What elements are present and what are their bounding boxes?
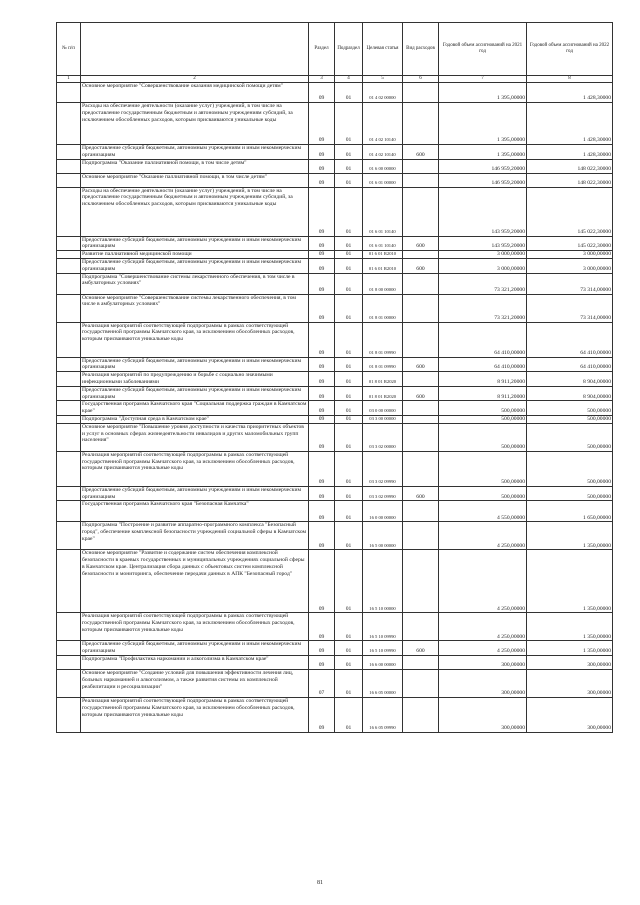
cell-subsection: 01 bbox=[335, 386, 363, 401]
cell-section: 09 bbox=[309, 401, 335, 416]
cell-num bbox=[57, 258, 81, 273]
table-row bbox=[57, 697, 613, 732]
cell-expense-type: 600 bbox=[403, 357, 439, 372]
table-row bbox=[57, 294, 613, 322]
cell-section: 09 bbox=[309, 697, 335, 732]
cell-vol-2022: 300,00000 bbox=[527, 655, 613, 669]
column-number-row bbox=[57, 76, 613, 83]
cell-num bbox=[57, 159, 81, 173]
cell-num bbox=[57, 357, 81, 372]
cell-expense-type bbox=[403, 273, 439, 294]
cell-vol-2021: 4 250,00000 bbox=[439, 522, 527, 550]
header-expense-type: Вид расходов bbox=[403, 23, 439, 76]
cell-subsection: 01 bbox=[335, 273, 363, 294]
column-number: 5 bbox=[363, 76, 403, 83]
cell-vol-2021: 143 959,20000 bbox=[439, 187, 527, 236]
cell-expense-type: 600 bbox=[403, 641, 439, 656]
cell-vol-2021: 73 321,20000 bbox=[439, 294, 527, 322]
cell-target: 16 6 00 00000 bbox=[363, 655, 403, 669]
cell-vol-2021: 64 410,00000 bbox=[439, 357, 527, 372]
cell-name: Предоставление субсидий бюджетным, автономным учреждениям и иным некоммерческим организациям bbox=[81, 357, 309, 372]
cell-num bbox=[57, 501, 81, 522]
cell-subsection: 01 bbox=[335, 251, 363, 259]
table-row bbox=[57, 415, 613, 423]
table-row bbox=[57, 486, 613, 501]
cell-section: 09 bbox=[309, 501, 335, 522]
table-row bbox=[57, 145, 613, 160]
cell-vol-2022: 73 314,00000 bbox=[527, 294, 613, 322]
column-number: 4 bbox=[335, 76, 363, 83]
cell-subsection: 01 bbox=[335, 522, 363, 550]
cell-name: Предоставление субсидий бюджетным, автономным учреждениям и иным некоммерческим организациям bbox=[81, 236, 309, 251]
cell-expense-type: 600 bbox=[403, 386, 439, 401]
cell-section: 09 bbox=[309, 83, 335, 103]
cell-target: 01 6 01 R2010 bbox=[363, 258, 403, 273]
cell-target: 01 8 01 09990 bbox=[363, 322, 403, 357]
cell-vol-2021: 4 550,00000 bbox=[439, 501, 527, 522]
cell-target: 01 4 02 00000 bbox=[363, 83, 403, 103]
cell-vol-2021: 500,00000 bbox=[439, 423, 527, 451]
header-subsection: Подраздел bbox=[335, 23, 363, 76]
cell-target: 16 0 00 00000 bbox=[363, 501, 403, 522]
cell-expense-type bbox=[403, 655, 439, 669]
cell-name: Государственная программа Камчатского края "Социальная поддержка граждан в Камчатском крае" bbox=[81, 401, 309, 416]
cell-section: 09 bbox=[309, 372, 335, 387]
cell-expense-type bbox=[403, 372, 439, 387]
cell-num bbox=[57, 236, 81, 251]
cell-num bbox=[57, 423, 81, 451]
cell-expense-type bbox=[403, 103, 439, 145]
cell-section: 09 bbox=[309, 145, 335, 160]
cell-vol-2021: 500,00000 bbox=[439, 486, 527, 501]
cell-vol-2021: 1 395,00000 bbox=[439, 83, 527, 103]
cell-num bbox=[57, 145, 81, 160]
cell-subsection: 01 bbox=[335, 322, 363, 357]
cell-target: 16 6 05 09990 bbox=[363, 697, 403, 732]
cell-vol-2022: 300,00000 bbox=[527, 697, 613, 732]
cell-vol-2022: 500,00000 bbox=[527, 423, 613, 451]
cell-target: 01 8 01 00000 bbox=[363, 294, 403, 322]
cell-expense-type bbox=[403, 550, 439, 613]
cell-vol-2021: 64 410,00000 bbox=[439, 322, 527, 357]
cell-vol-2022: 1 350,00000 bbox=[527, 522, 613, 550]
cell-target: 01 4 02 10140 bbox=[363, 103, 403, 145]
table-row bbox=[57, 386, 613, 401]
cell-vol-2022: 300,00000 bbox=[527, 669, 613, 697]
table-row bbox=[57, 236, 613, 251]
cell-name: Предоставление субсидий бюджетным, автономным учреждениям и иным некоммерческим организациям bbox=[81, 386, 309, 401]
table-row bbox=[57, 83, 613, 103]
cell-target: 01 6 00 00000 bbox=[363, 159, 403, 173]
cell-vol-2022: 1 650,00000 bbox=[527, 501, 613, 522]
cell-target: 01 6 01 10140 bbox=[363, 236, 403, 251]
cell-vol-2022: 64 410,00000 bbox=[527, 357, 613, 372]
cell-num bbox=[57, 486, 81, 501]
cell-subsection: 01 bbox=[335, 486, 363, 501]
table-row bbox=[57, 655, 613, 669]
cell-target: 16 5 00 00000 bbox=[363, 522, 403, 550]
cell-subsection: 01 bbox=[335, 697, 363, 732]
cell-vol-2021: 3 000,00000 bbox=[439, 258, 527, 273]
cell-num bbox=[57, 613, 81, 641]
cell-subsection: 01 bbox=[335, 236, 363, 251]
cell-vol-2022: 145 022,30000 bbox=[527, 236, 613, 251]
cell-target: 03 3 00 00000 bbox=[363, 415, 403, 423]
cell-name: Реализация мероприятий соответствующей подпрограммы в рамках соответствующей государственной программы Камчатского края, за исключением обособленных расходов, которым присваиваются уникальные коды bbox=[81, 697, 309, 732]
cell-vol-2022: 500,00000 bbox=[527, 486, 613, 501]
cell-target: 16 5 10 09990 bbox=[363, 613, 403, 641]
cell-subsection: 01 bbox=[335, 550, 363, 613]
cell-num bbox=[57, 187, 81, 236]
header-vol-2021: Годовой объем ассигнований на 2021 год bbox=[439, 23, 527, 76]
column-number: 3 bbox=[309, 76, 335, 83]
cell-target: 03 3 02 09990 bbox=[363, 486, 403, 501]
cell-name: Подпрограмма "Профилактика наркомании и алкоголизма в Камчатском крае" bbox=[81, 655, 309, 669]
cell-section: 09 bbox=[309, 159, 335, 173]
cell-vol-2022: 148 022,30000 bbox=[527, 159, 613, 173]
cell-subsection: 01 bbox=[335, 501, 363, 522]
table-row bbox=[57, 258, 613, 273]
cell-vol-2021: 146 959,20000 bbox=[439, 159, 527, 173]
cell-name: Подпрограмма "Доступная среда в Камчатском крае" bbox=[81, 415, 309, 423]
cell-name: Подпрограмма "Оказание паллиативной помощи, в том числе детям" bbox=[81, 159, 309, 173]
header-row bbox=[57, 23, 613, 76]
cell-subsection: 01 bbox=[335, 641, 363, 656]
table-row bbox=[57, 522, 613, 550]
cell-section: 09 bbox=[309, 357, 335, 372]
cell-expense-type: 600 bbox=[403, 145, 439, 160]
cell-num bbox=[57, 103, 81, 145]
table-row bbox=[57, 173, 613, 187]
cell-vol-2022: 1 428,30000 bbox=[527, 145, 613, 160]
header-name bbox=[81, 23, 309, 76]
cell-num bbox=[57, 386, 81, 401]
cell-section: 07 bbox=[309, 669, 335, 697]
cell-expense-type bbox=[403, 451, 439, 486]
table-row bbox=[57, 401, 613, 416]
cell-name: Подпрограмма "Совершенствование системы лекарственного обеспечения, в том числе в амбулаторных условиях" bbox=[81, 273, 309, 294]
cell-section: 09 bbox=[309, 423, 335, 451]
cell-expense-type bbox=[403, 423, 439, 451]
cell-vol-2021: 1 395,00000 bbox=[439, 103, 527, 145]
cell-vol-2022: 73 314,00000 bbox=[527, 273, 613, 294]
cell-num bbox=[57, 83, 81, 103]
cell-vol-2021: 4 250,00000 bbox=[439, 550, 527, 613]
cell-section: 09 bbox=[309, 187, 335, 236]
cell-subsection: 01 bbox=[335, 423, 363, 451]
cell-section: 09 bbox=[309, 386, 335, 401]
cell-vol-2021: 500,00000 bbox=[439, 451, 527, 486]
cell-expense-type bbox=[403, 522, 439, 550]
cell-name: Основное мероприятие "Совершенствование системы лекарственного обеспечения, в том числе в амбулаторных условиях" bbox=[81, 294, 309, 322]
cell-target: 01 6 01 R2010 bbox=[363, 251, 403, 259]
cell-expense-type bbox=[403, 187, 439, 236]
column-number: 1 bbox=[57, 76, 81, 83]
cell-section: 09 bbox=[309, 486, 335, 501]
cell-section: 09 bbox=[309, 273, 335, 294]
cell-subsection: 01 bbox=[335, 401, 363, 416]
cell-expense-type: 600 bbox=[403, 486, 439, 501]
cell-name: Основное мероприятие "Развитие и содержание систем обеспечения комплексной безопасности в краевых государственных и муниципальных учреждениях социальной сферы в Камчатском крае. Централизация сбора данных с объектовых систем комплексной безопасности и мониторинга, обеспечение передачи данных в АПК "Безопасный город" bbox=[81, 550, 309, 613]
table-row bbox=[57, 550, 613, 613]
table-row bbox=[57, 669, 613, 697]
cell-section: 09 bbox=[309, 173, 335, 187]
cell-section: 09 bbox=[309, 251, 335, 259]
table-row bbox=[57, 251, 613, 259]
cell-name: Реализация мероприятий соответствующей подпрограммы в рамках соответствующей государственной программы Камчатского края, за исключением обособленных расходов, которым присваиваются уникальные коды bbox=[81, 613, 309, 641]
cell-vol-2022: 500,00000 bbox=[527, 401, 613, 416]
cell-subsection: 01 bbox=[335, 145, 363, 160]
cell-target: 01 8 01 R2020 bbox=[363, 386, 403, 401]
cell-expense-type: 600 bbox=[403, 258, 439, 273]
cell-vol-2021: 300,00000 bbox=[439, 669, 527, 697]
cell-vol-2021: 300,00000 bbox=[439, 655, 527, 669]
cell-expense-type bbox=[403, 613, 439, 641]
cell-subsection: 01 bbox=[335, 415, 363, 423]
column-number: 6 bbox=[403, 76, 439, 83]
cell-target: 01 8 00 00000 bbox=[363, 273, 403, 294]
cell-target: 03 3 02 09990 bbox=[363, 451, 403, 486]
cell-subsection: 01 bbox=[335, 103, 363, 145]
table-row bbox=[57, 423, 613, 451]
cell-name: Расходы на обеспечение деятельности (оказание услуг) учреждений, в том числе на предоставление государственным бюджетным и автономным учреждениям субсидий, за исключением обособленных расходов, которым присваиваются уникальные коды bbox=[81, 103, 309, 145]
cell-subsection: 01 bbox=[335, 187, 363, 236]
cell-subsection: 01 bbox=[335, 159, 363, 173]
cell-target: 16 5 10 09990 bbox=[363, 641, 403, 656]
table-row bbox=[57, 372, 613, 387]
cell-expense-type bbox=[403, 251, 439, 259]
cell-vol-2022: 3 000,00000 bbox=[527, 251, 613, 259]
cell-subsection: 01 bbox=[335, 258, 363, 273]
cell-target: 01 8 01 R2020 bbox=[363, 372, 403, 387]
cell-vol-2022: 148 022,30000 bbox=[527, 173, 613, 187]
cell-vol-2021: 3 000,00000 bbox=[439, 251, 527, 259]
cell-expense-type bbox=[403, 501, 439, 522]
cell-num bbox=[57, 173, 81, 187]
cell-num bbox=[57, 522, 81, 550]
cell-vol-2021: 146 959,20000 bbox=[439, 173, 527, 187]
cell-expense-type bbox=[403, 669, 439, 697]
table-row bbox=[57, 322, 613, 357]
cell-section: 09 bbox=[309, 550, 335, 613]
cell-name: Основное мероприятие "Создание условий для повышения эффективности лечения лиц, больных наркоманией и алкоголизмом, а также развития системы их комплексной реабилитации и ресоциализации" bbox=[81, 669, 309, 697]
cell-num bbox=[57, 641, 81, 656]
cell-vol-2021: 4 250,00000 bbox=[439, 613, 527, 641]
cell-vol-2022: 8 904,00000 bbox=[527, 372, 613, 387]
cell-num bbox=[57, 669, 81, 697]
cell-section: 09 bbox=[309, 451, 335, 486]
cell-subsection: 01 bbox=[335, 357, 363, 372]
cell-subsection: 01 bbox=[335, 613, 363, 641]
cell-subsection: 01 bbox=[335, 451, 363, 486]
header-num: № п/п bbox=[57, 23, 81, 76]
cell-num bbox=[57, 322, 81, 357]
cell-name: Государственная программа Камчатского края "Безопасная Камчатка" bbox=[81, 501, 309, 522]
cell-expense-type: 600 bbox=[403, 236, 439, 251]
cell-vol-2022: 500,00000 bbox=[527, 451, 613, 486]
cell-name: Основное мероприятие "Совершенствование оказания медицинской помощи детям" bbox=[81, 83, 309, 103]
cell-target: 16 5 10 00000 bbox=[363, 550, 403, 613]
cell-name: Основное мероприятие "Оказание паллиативной помощи, в том числе детям" bbox=[81, 173, 309, 187]
cell-target: 01 4 02 10140 bbox=[363, 145, 403, 160]
cell-num bbox=[57, 273, 81, 294]
cell-expense-type bbox=[403, 322, 439, 357]
table-row bbox=[57, 273, 613, 294]
cell-section: 09 bbox=[309, 613, 335, 641]
cell-subsection: 01 bbox=[335, 372, 363, 387]
cell-target: 01 6 01 00000 bbox=[363, 173, 403, 187]
cell-target: 01 8 01 09990 bbox=[363, 357, 403, 372]
table-row bbox=[57, 357, 613, 372]
table-row bbox=[57, 641, 613, 656]
cell-vol-2022: 1 428,30000 bbox=[527, 83, 613, 103]
cell-vol-2022: 1 350,00000 bbox=[527, 613, 613, 641]
cell-vol-2021: 4 250,00000 bbox=[439, 641, 527, 656]
cell-section: 09 bbox=[309, 258, 335, 273]
cell-num bbox=[57, 251, 81, 259]
cell-vol-2021: 500,00000 bbox=[439, 401, 527, 416]
table-row bbox=[57, 451, 613, 486]
cell-vol-2022: 145 022,30000 bbox=[527, 187, 613, 236]
cell-name: Расходы на обеспечение деятельности (оказание услуг) учреждений, в том числе на предоставление государственным бюджетным и автономным учреждениям субсидий, за исключением обособленных расходов, которым присваиваются уникальные коды bbox=[81, 187, 309, 236]
cell-target: 01 6 01 10140 bbox=[363, 187, 403, 236]
cell-name: Развитие паллиативной медицинской помощи bbox=[81, 251, 309, 259]
cell-vol-2021: 143 959,20000 bbox=[439, 236, 527, 251]
table-row bbox=[57, 187, 613, 236]
cell-name: Предоставление субсидий бюджетным, автономным учреждениям и иным некоммерческим организациям bbox=[81, 258, 309, 273]
cell-expense-type bbox=[403, 697, 439, 732]
cell-section: 09 bbox=[309, 655, 335, 669]
cell-expense-type bbox=[403, 401, 439, 416]
cell-num bbox=[57, 401, 81, 416]
table-row bbox=[57, 103, 613, 145]
cell-subsection: 01 bbox=[335, 655, 363, 669]
cell-expense-type bbox=[403, 159, 439, 173]
cell-section: 09 bbox=[309, 103, 335, 145]
cell-vol-2022: 1 350,00000 bbox=[527, 641, 613, 656]
column-number: 8 bbox=[527, 76, 613, 83]
cell-subsection: 01 bbox=[335, 173, 363, 187]
cell-vol-2022: 3 000,00000 bbox=[527, 258, 613, 273]
cell-vol-2022: 64 410,00000 bbox=[527, 322, 613, 357]
cell-section: 09 bbox=[309, 322, 335, 357]
cell-vol-2021: 8 911,20000 bbox=[439, 386, 527, 401]
column-number: 2 bbox=[81, 76, 309, 83]
cell-num bbox=[57, 697, 81, 732]
table-row bbox=[57, 159, 613, 173]
cell-expense-type bbox=[403, 415, 439, 423]
cell-vol-2021: 8 911,20000 bbox=[439, 372, 527, 387]
budget-table bbox=[56, 22, 613, 733]
cell-num bbox=[57, 655, 81, 669]
cell-num bbox=[57, 550, 81, 613]
cell-target: 16 6 05 00000 bbox=[363, 669, 403, 697]
cell-name: Реализация мероприятий по предупреждению и борьбе с социально значимыми инфекционными заболеваниями bbox=[81, 372, 309, 387]
cell-num bbox=[57, 294, 81, 322]
cell-vol-2021: 1 395,00000 bbox=[439, 145, 527, 160]
cell-section: 09 bbox=[309, 415, 335, 423]
cell-expense-type bbox=[403, 294, 439, 322]
cell-vol-2022: 8 904,00000 bbox=[527, 386, 613, 401]
header-section: Раздел bbox=[309, 23, 335, 76]
cell-name: Предоставление субсидий бюджетным, автономным учреждениям и иным некоммерческим организациям bbox=[81, 486, 309, 501]
cell-section: 09 bbox=[309, 294, 335, 322]
cell-name: Подпрограмма "Построение и развитие аппаратно-программного комплекса "Безопасный город", обеспечение комплексной безопасности учреждений социальной сферы в Камчатском крае" bbox=[81, 522, 309, 550]
cell-expense-type bbox=[403, 83, 439, 103]
cell-section: 09 bbox=[309, 641, 335, 656]
cell-num bbox=[57, 451, 81, 486]
cell-subsection: 01 bbox=[335, 83, 363, 103]
cell-vol-2021: 300,00000 bbox=[439, 697, 527, 732]
cell-vol-2022: 500,00000 bbox=[527, 415, 613, 423]
cell-expense-type bbox=[403, 173, 439, 187]
cell-num bbox=[57, 415, 81, 423]
cell-num bbox=[57, 372, 81, 387]
cell-name: Предоставление субсидий бюджетным, автономным учреждениям и иным некоммерческим организациям bbox=[81, 641, 309, 656]
cell-vol-2021: 73 321,20000 bbox=[439, 273, 527, 294]
cell-vol-2022: 1 350,00000 bbox=[527, 550, 613, 613]
cell-section: 09 bbox=[309, 236, 335, 251]
cell-subsection: 01 bbox=[335, 669, 363, 697]
cell-section: 09 bbox=[309, 522, 335, 550]
cell-target: 03 3 02 00000 bbox=[363, 423, 403, 451]
cell-name: Предоставление субсидий бюджетным, автономным учреждениям и иным некоммерческим организациям bbox=[81, 145, 309, 160]
page-number: 81 bbox=[317, 880, 323, 886]
table-row bbox=[57, 501, 613, 522]
cell-name: Реализация мероприятий соответствующей подпрограммы в рамках соответствующей государственной программы Камчатского края, за исключением обособленных расходов, которым присваиваются уникальные коды bbox=[81, 451, 309, 486]
cell-name: Основное мероприятие "Повышение уровня доступности и качества приоритетных объектов и услуг в основных сферах жизнедеятельности инвалидов и других маломобильных групп населения" bbox=[81, 423, 309, 451]
cell-subsection: 01 bbox=[335, 294, 363, 322]
cell-vol-2022: 1 428,30000 bbox=[527, 103, 613, 145]
cell-target: 03 0 00 00000 bbox=[363, 401, 403, 416]
cell-vol-2021: 500,00000 bbox=[439, 415, 527, 423]
header-target: Целевая статья bbox=[363, 23, 403, 76]
column-number: 7 bbox=[439, 76, 527, 83]
cell-name: Реализация мероприятий соответствующей подпрограммы в рамках соответствующей государственной программы Камчатского края, за исключением обособленных расходов, которым присваиваются уникальные коды bbox=[81, 322, 309, 357]
table-row bbox=[57, 613, 613, 641]
header-vol-2022: Годовой объем ассигнований на 2022 год bbox=[527, 23, 613, 76]
